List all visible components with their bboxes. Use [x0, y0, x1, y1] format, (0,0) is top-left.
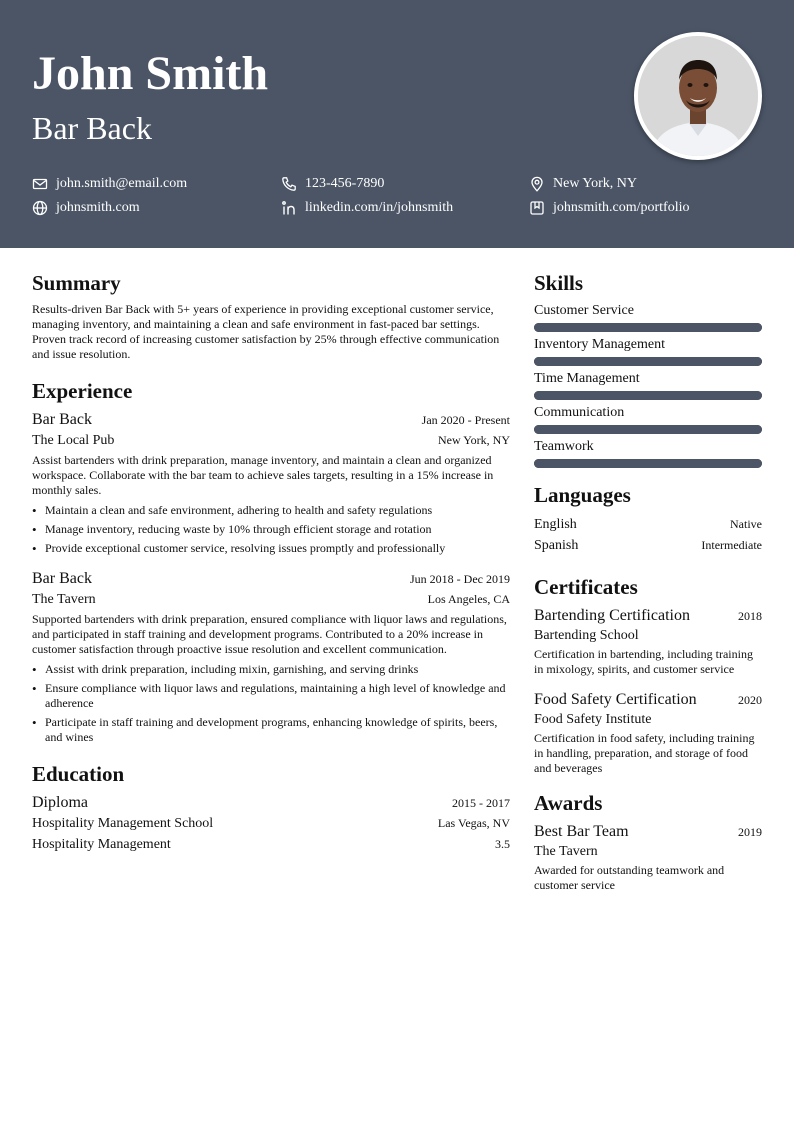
job-bullet: • Manage inventory, reducing waste by 10% through efficient storage and rotation [32, 522, 510, 537]
job-bullet-list [32, 503, 510, 556]
skill-item [534, 438, 762, 468]
contact-phone-text: 123-456-7890 [305, 176, 385, 191]
award-name: Best Bar Team [534, 823, 629, 840]
candidate-title: Bar Back [32, 110, 152, 146]
job-location: New York, NY [437, 433, 510, 447]
job-company: The Tavern [32, 592, 96, 607]
certificates-heading: Certificates [534, 575, 638, 599]
certificate-name: Food Safety Certification [534, 691, 697, 708]
candidate-name: John Smith [32, 47, 269, 100]
profile-photo-illustration [638, 36, 758, 156]
summary-text: Results-driven Bar Back with 5+ years of experience in providing exceptional customer service, managing inventory, and maintaining a clean and safe environment in fast-paced bar settings. Proven track record of increasing customer satisfaction by 25% through effective communication and issue resolution. [32, 302, 500, 361]
certificate-year: 2020 [738, 693, 762, 707]
certificate-description: Certification in food safety, including training in handling, preparation, and storage of food and beverages [534, 731, 755, 775]
award-item [534, 822, 762, 893]
education-degree: Diploma [32, 794, 88, 811]
experience-heading: Experience [32, 379, 133, 403]
skills-section [534, 270, 762, 468]
award-description: Awarded for outstanding teamwork and customer service [534, 863, 725, 892]
contact-email-text: john.smith@email.com [56, 176, 188, 191]
contact-phone[interactable] [281, 175, 384, 193]
language-item [534, 535, 762, 556]
skill-item [534, 302, 762, 332]
contact-linkedin[interactable] [281, 199, 453, 217]
job-title: Bar Back [32, 411, 92, 428]
certificate-description: Certification in bartending, including training in mixology, spirits, and customer service [534, 647, 753, 676]
language-name: Spanish [534, 538, 579, 553]
location-pin-icon [529, 176, 545, 192]
job-bullet: • Participate in staff training and development programs, enhancing knowledge of spirits, beers, and wines [32, 715, 510, 745]
right-column [534, 270, 762, 893]
contact-location [529, 175, 637, 193]
contact-portfolio-text: johnsmith.com/portfolio [553, 200, 690, 215]
awards-section [534, 790, 762, 893]
certificate-issuer: Food Safety Institute [534, 712, 652, 727]
contact-email[interactable] [32, 175, 187, 193]
skill-name: Time Management [534, 371, 640, 386]
contact-portfolio[interactable] [529, 199, 690, 217]
education-heading: Education [32, 762, 125, 786]
language-level: Intermediate [701, 538, 762, 552]
skill-item [534, 336, 762, 366]
certificate-item [534, 690, 762, 776]
contact-location-text: New York, NY [553, 176, 638, 191]
certificate-year: 2018 [738, 609, 762, 623]
skill-level-bar [534, 357, 762, 366]
job-title: Bar Back [32, 570, 92, 587]
skill-name: Communication [534, 405, 625, 420]
profile-photo [634, 32, 762, 160]
certificate-issuer: Bartending School [534, 628, 639, 643]
job-dates: Jan 2020 - Present [421, 413, 510, 427]
portfolio-icon [529, 200, 545, 216]
job-description: Supported bartenders with drink preparation, ensured compliance with liquor laws and regulations, and participated in staff training and development programs. Contributed to a 20% increase in customer satisfaction through proactive issue resolution and excellent communication. [32, 612, 507, 656]
job-dates: Jun 2018 - Dec 2019 [410, 572, 510, 586]
globe-icon [32, 200, 48, 216]
job-company: The Local Pub [32, 433, 115, 448]
linkedin-icon [281, 200, 297, 216]
job-entry [32, 569, 510, 745]
contact-website-text: johnsmith.com [56, 200, 140, 215]
job-description: Assist bartenders with drink preparation, manage inventory, and maintain a clean and organized workspace. Collaborate with the bar team to achieve sales targets, resulting in a 15% increase in monthly sales. [32, 453, 494, 497]
job-entry [32, 410, 510, 556]
left-column [32, 270, 510, 855]
award-year: 2019 [738, 825, 762, 839]
skill-item [534, 404, 762, 434]
skill-level-fill [534, 323, 762, 332]
languages-heading: Languages [534, 483, 631, 507]
skill-level-fill [534, 425, 762, 434]
education-school: Hospitality Management School [32, 816, 214, 831]
job-bullet: • Provide exceptional customer service, resolving issues promptly and professionally [32, 541, 510, 556]
job-bullet: • Maintain a clean and safe environment, adhering to health and safety regulations [32, 503, 510, 518]
certificate-item [534, 606, 762, 677]
skill-level-fill [534, 459, 762, 468]
language-name: English [534, 517, 577, 532]
award-issuer: The Tavern [534, 844, 598, 859]
skill-level-fill [534, 357, 762, 366]
job-bullet: • Assist with drink preparation, including mixin, garnishing, and serving drinks [32, 662, 510, 677]
skill-name: Inventory Management [534, 337, 666, 352]
mail-icon [32, 176, 48, 192]
education-gpa: 3.5 [495, 837, 510, 851]
skill-level-fill [534, 391, 762, 400]
skill-level-bar [534, 391, 762, 400]
education-dates: 2015 - 2017 [452, 796, 510, 810]
languages-section [534, 482, 762, 556]
education-section [32, 761, 510, 855]
contact-linkedin-text: linkedin.com/in/johnsmith [305, 200, 454, 215]
certificates-section [534, 574, 762, 776]
skill-level-bar [534, 459, 762, 468]
skill-item [534, 370, 762, 400]
summary-heading: Summary [32, 271, 121, 295]
contact-website[interactable] [32, 199, 140, 217]
summary-section [32, 270, 510, 362]
phone-icon [281, 176, 297, 192]
certificate-name: Bartending Certification [534, 607, 690, 624]
experience-section [32, 378, 510, 745]
awards-heading: Awards [534, 791, 603, 815]
language-level: Native [730, 517, 762, 531]
job-bullet: • Ensure compliance with liquor laws and regulations, maintaining a high level of knowledge and adherence [32, 681, 510, 711]
skill-level-bar [534, 323, 762, 332]
job-bullet-list [32, 662, 510, 745]
education-field: Hospitality Management [32, 837, 171, 852]
job-location: Los Angeles, CA [427, 592, 510, 606]
education-location: Las Vegas, NV [437, 816, 510, 830]
skills-heading: Skills [534, 271, 584, 295]
skill-name: Customer Service [534, 303, 634, 318]
skill-level-bar [534, 425, 762, 434]
skill-name: Teamwork [534, 439, 594, 454]
resume-header [0, 0, 794, 248]
language-item [534, 514, 762, 535]
